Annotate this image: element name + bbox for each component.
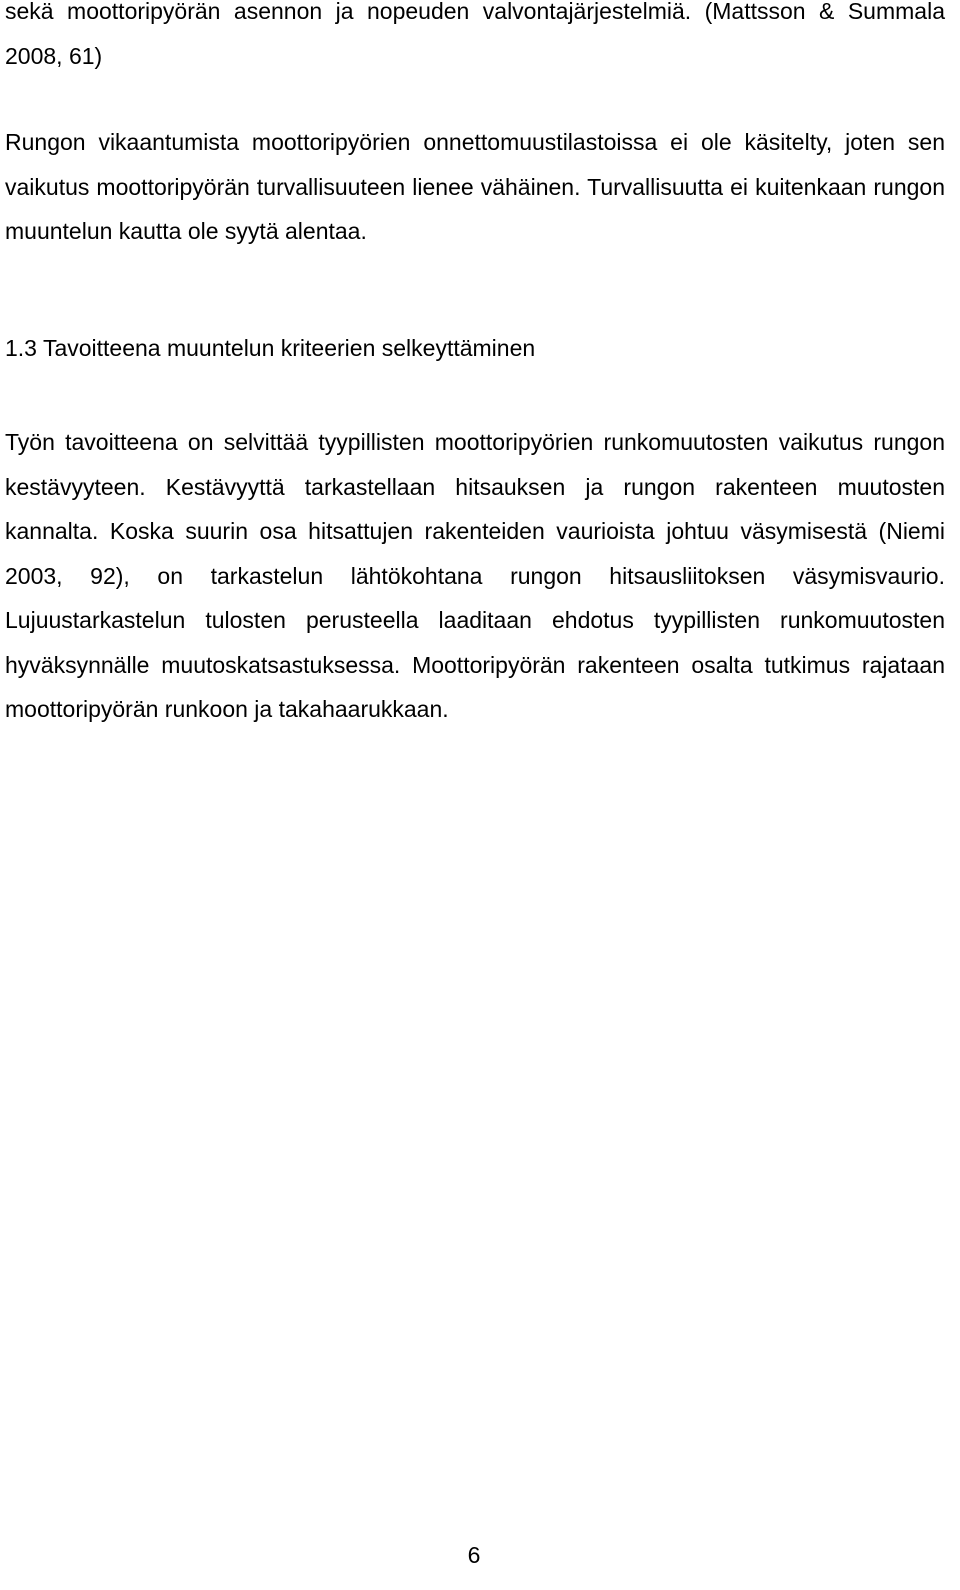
section-paragraph: Työn tavoitteena on selvittää tyypillisten moottoripyörien runkomuutosten vaikutus rungon kestävyyteen. Kestävyyttä tarkastellaan hitsauksen ja rungon rakenteen muutosten kannalta. Koska suurin osa hitsattujen rakenteiden vaurioista johtuu väsymisestä (Niemi 2003, 92), on tarkastelun lähtökohtana rungon hitsausliitoksen väsymisvaurio. Lujuustarkastelun tulosten perusteella laaditaan ehdotus tyypillisten runkomuutosten hyväksynnälle muutoskatsastuksessa. Moottoripyörän rakenteen osalta tutkimus rajataan moottoripyörän runkoon ja takahaarukkaan. — [5, 429, 945, 722]
section-heading: 1.3 Tavoitteena muuntelun kriteerien selkeyttäminen — [5, 335, 536, 361]
body-paragraph: sekä moottoripyörän asennon ja nopeuden valvontajärjestelmiä. (Mattsson & Summala 2008, 61) — [5, 0, 945, 69]
page-number: 6 — [467, 1542, 481, 1568]
body-paragraph: Rungon vikaantumista moottoripyörien onnettomuustilastoissa ei ole käsitelty, joten sen vaikutus moottoripyörän turvallisuuteen lienee vähäinen. Turvallisuutta ei kuitenkaan rungon muuntelun kautta ole syytä alentaa. — [5, 129, 945, 244]
